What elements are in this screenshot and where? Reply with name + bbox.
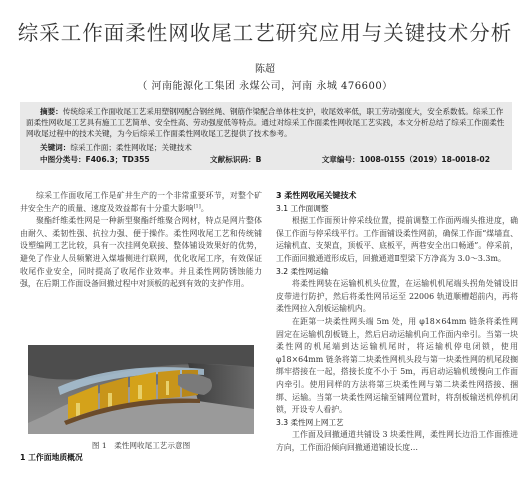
subsection-3-1: 3.1 工作面调整 <box>276 203 329 213</box>
paragraph-3-3: 工作面及回撤通道共铺设 3 块柔性网，柔性网长边沿工作面推进方向，工作面沿倾向回撤通道铺设长度… <box>276 430 518 452</box>
paragraph-3-2a: 将柔性网装在运输机机头位置，在运输机机尾端头拐角处铺设旧皮带进行防护，然后将柔性网吊运至 22006 轨道顺槽超前内，再将柔性网拉入刮板运输机内。 <box>276 279 518 314</box>
section-heading-1: 1 工作面地质概况 <box>20 453 83 462</box>
right-column <box>276 190 518 454</box>
paper-title: 综采工作面柔性网收尾工艺研究应用与关键技术分析 <box>17 21 513 45</box>
affiliation: （ 河南能源化工集团 永煤公司，河南 永城 476600） <box>137 81 393 92</box>
author: 陈超 <box>255 64 275 75</box>
keywords-text: 综采工作面；柔性网收尾；关键技术 <box>70 143 192 152</box>
document-code: 文献标识码：B <box>210 155 262 164</box>
left-column <box>20 190 262 291</box>
figure-1 <box>28 345 254 434</box>
article-number: 文章编号：1008-0155（2019）18-0018-02 <box>321 155 490 164</box>
paragraph-3-1: 根据工作面预计停采线位置，提前调整工作面两端头推进度，确保工作面与停采线平行。工作面铺设柔性网前，确保工作面“煤墙直、运输机直、支架直，顶板平、底板平，两巷安全出口畅通”。停采前，工作面回撤通道形成后，回撤通道Ⅱ型梁下方净高为 3.0～3.3m。 <box>276 216 518 263</box>
figure-caption: 图 1 柔性网收尾工艺示意图 <box>91 441 191 450</box>
intro-paragraph-2: 聚酯纤维柔性网是一种新型聚酯纤维聚合网材，特点是网片整体由耐久、柔韧性强、抗拉力强、便于操作。柔性网收尾工艺和传统铺设塑编网工艺比较，具有一次挂网免联接、整体铺设效果好的优势，避免了作业人员频繁进入煤墙侧进行联网，优化收尾工序，有效保证收尾作业安全，同时提高了收尾作业效率。并且柔性网防锈蚀能力强，在后期工作面设备回撤过程中对顶板的起到有效的支护作用。 <box>20 216 262 289</box>
keywords-label: 关键词： <box>40 143 71 152</box>
citation-ref: [1] <box>193 202 201 209</box>
subsection-3-3: 3.3 柔性网上网工艺 <box>276 417 344 427</box>
clc-number: 中图分类号：F406.3；TD355 <box>40 155 150 164</box>
classification-row <box>26 154 506 165</box>
abstract-box <box>20 102 512 170</box>
intro-text-1: 综采工作面收尾工作是矿井生产的一个非常重要环节，对整个矿井安全生产的质量、速度及效益都有十分重大影响 <box>20 191 262 213</box>
abstract-text: 传统综采工作面收尾工艺采用塑钢网配合钢丝绳、钢筋作梁配合单体柱支护，收尾效率低，职工劳动强度大，安全系数低。综采工作面柔性网收尾工艺具有施工工艺简单、安全性高、劳动强度低等特点。通过对综采工作面柔性网收尾工艺实践，本文分析总结了综采工作面柔性网收尾过程中的技术关键，为今后综采工作面柔性网收尾工艺提供了技术参考。 <box>26 107 505 138</box>
abstract-label: 摘要： <box>40 107 63 116</box>
intro-paragraph-1 <box>20 190 262 215</box>
longwall-illustration <box>28 345 254 434</box>
section-heading-3: 3 柔性网收尾关键技术 <box>276 191 357 200</box>
subsection-3-2: 3.2 柔性网运输 <box>276 266 329 276</box>
abstract <box>26 106 506 139</box>
intro-text-1-end: 。 <box>200 203 209 213</box>
keywords <box>26 142 506 153</box>
paragraph-3-2b: 在距第一块柔性网头端 5m 处，用 φ18×64mm 链条将柔性网固定在运输机刮板链上，然后启动运输机向工作面内牵引。当第一块柔性网的机尾端到达运输机尾时，将运输机停电闭锁，使用 φ18×64mm 链条将第二块柔性网机头段与第一块柔性网的机尾段搁绑牢搭接在一起，搭接长度不小于 5m，再启动运输机缓慢向工作面内牵引。使用同样的方法将第三块柔性网与第二块柔性网搭接、捆绑、运输。当第一块柔性网运输至铺网位置时，将刮板输送机停机闭锁，开设专人看护。 <box>276 316 518 415</box>
